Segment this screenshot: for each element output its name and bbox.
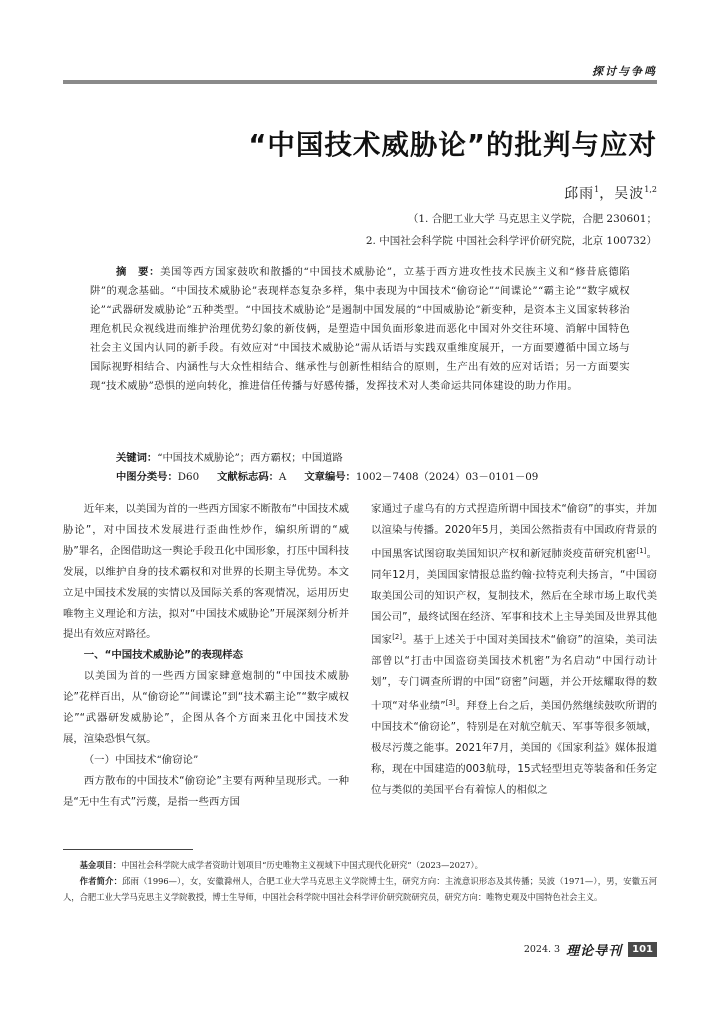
section-tag: 探讨与争鸣 <box>592 65 657 78</box>
doc-code-value: A <box>278 471 287 483</box>
body-text: 。拜登上台之后，美国仍然继续鼓吹所谓的中国技术“偷窃论”，特别是在对航空航天、军事等很多领域，极尽污蔑之能事。2021年7月，美国的《国家利益》媒体报道称，现在中国建造的003航母，15式轻型坦克等装备和任务定位与类似的美国平台有着惊人的相似之 <box>371 700 658 796</box>
clc-value: D60 <box>177 471 200 483</box>
author-note-label: 作者简介： <box>79 876 123 886</box>
abstract <box>90 263 630 396</box>
header-rule <box>63 80 657 84</box>
author-affiliation-mark: 1,2 <box>644 185 657 194</box>
footnote-rule <box>63 849 193 850</box>
section-heading: 一、“中国技术威胁论”的表现样态 <box>83 649 243 662</box>
affiliation: （1. 合肥工业大学 马克思主义学院，合肥 230601； <box>407 213 657 225</box>
body-column-left <box>63 499 349 813</box>
author-separator: ， <box>599 186 615 202</box>
abstract-text: 美国等西方国家鼓吹和散播的“中国技术威胁论”，立基于西方进攻性技术民族主义和“修昔底德陷阱”的观念基础。“中国技术威胁论”表现样态复杂多样，集中表现为中国技术“偷窃论”“间谍论”“霸主论”“数字威权论”“武器研发威胁论”五种类型。“中国技术威胁论”是遏制中国发展的“中国威胁论”新变种，是资本主义国家转移治理危机民众视线进而维护治理优势幻象的新伎俩，是塑造中国负面形象进而恶化中国对外交往环境、消解中国特色社会主义国内认同的新手段。有效应对“中国技术威胁论”需从话语与实践双重维度展开，一方面要遵循中国立场与国际视野相结合、内涵性与大众性相结合、继承性与创新性相结合的原则，生产出有效的应对话语；另一方面要实现“技术威胁”恐惧的逆向转化，推进信任传播与好感传播，发挥技术对人类命运共同体建设的助力作用。 <box>90 266 631 392</box>
author-note <box>63 873 657 905</box>
subsection-heading: （一）中国技术“偷窃论” <box>83 753 199 766</box>
author-name: 邱雨 <box>564 186 595 202</box>
author-name: 吴波 <box>614 186 645 202</box>
body-paragraph: 西方散布的中国技术“偷窃论”主要有两种呈现形式。一种是“无中生有式”污蔑，是指一些西方国 <box>63 774 349 808</box>
body-text: 。基于上述关于中国对美国技术“偷窃”的渲染，美司法部曾以“打击中国盗窃美国技术机密”为名启动“中国行动计划”，专门调查所谓的中国“窃密”问题，并公开炫耀取得的数十项“对华业绩” <box>371 634 658 713</box>
abstract-label: 摘 要： <box>116 266 161 278</box>
keywords-label: 关键词： <box>116 452 158 464</box>
fund-note <box>63 857 657 873</box>
footnotes <box>63 857 657 905</box>
author-affiliation-mark: 1 <box>594 185 600 194</box>
journal-name: 理论导刊 <box>566 943 623 959</box>
citation-ref: [1] <box>636 546 647 555</box>
classification-line <box>116 468 538 483</box>
affiliation: 2. 中国社会科学院 中国社会科学评价研究院，北京 100732） <box>365 235 657 247</box>
article-title: “中国技术威胁论”的批判与应对 <box>248 129 657 161</box>
body-text: 家通过子虚乌有的方式捏造所谓中国技术“偷窃”的事实，并加以渲染与传播。2020年5月，美国公然指责有中国政府背景的中国黑客试图窃取美国知识产权和新冠肺炎疫苗研究机密 <box>371 503 657 560</box>
citation-ref: [2] <box>392 633 403 642</box>
body-paragraph: 近年来，以美国为首的一些西方国家不断散布“中国技术威胁论”，对中国技术发展进行歪曲性炒作，编织所谓的“威胁”罪名，企图借助这一舆论手段丑化中国形象，打压中国科技发展，以维护自身的技术霸权和对世界的长期主导优势。本文立足中国技术发展的实情以及国际关系的客观情况，运用历史唯物主义理论和方法，拟对“中国技术威胁论”开展深刻分析并提出有效应对路径。 <box>63 503 349 641</box>
clc-label: 中图分类号： <box>116 471 178 483</box>
page-footer <box>524 940 657 958</box>
keywords-text: “中国技术威胁论”；西方霸权；中国道路 <box>157 452 343 464</box>
page-number: 101 <box>628 942 657 957</box>
keywords <box>116 449 343 464</box>
fund-label: 基金项目： <box>79 860 122 870</box>
author-note-text: 邱雨（1996—），女，安徽滁州人，合肥工业大学马克思主义学院博士生，研究方向：主流意识形态及其传播；吴波（1971—），男，安徽五河人，合肥工业大学马克思主义学院教授，博士生导师，中国社会科学院中国社会科学评价研究院研究员，研究方向：唯物史观及中国特色社会主义。 <box>63 876 657 902</box>
author-line <box>564 183 657 203</box>
body-paragraph: 以美国为首的一些西方国家肆意炮制的“中国技术威胁论”花样百出，从“偷窃论”“间谍论”到“技术霸主论”“数字威权论”“武器研发威胁论”，企图从各个方面来丑化中国技术发展，渲染恐惧气氛。 <box>63 670 349 745</box>
article-no-label: 文章编号： <box>304 471 356 483</box>
doc-code-label: 文献标志码： <box>217 471 279 483</box>
issue-label: 2024. 3 <box>523 943 561 955</box>
body-column-right <box>371 499 657 801</box>
fund-text: 中国社会科学院大成学者资助计划项目“历史唯物主义视域下中国式现代化研究”（2023—2027）。 <box>121 860 483 870</box>
article-no-value: 1002－7408（2024）03－0101－09 <box>355 471 539 483</box>
body-paragraph <box>371 499 657 801</box>
citation-ref: [3] <box>445 699 456 708</box>
body-text: 。同年12月，美国国家情报总监约翰·拉特克利夫扬言，“中国窃取美国公司的知识产权，复制技术，然后在全球市场上取代美国公司”，最终试图在经济、军事和技术上主导美国及世界其他国家 <box>371 547 658 647</box>
